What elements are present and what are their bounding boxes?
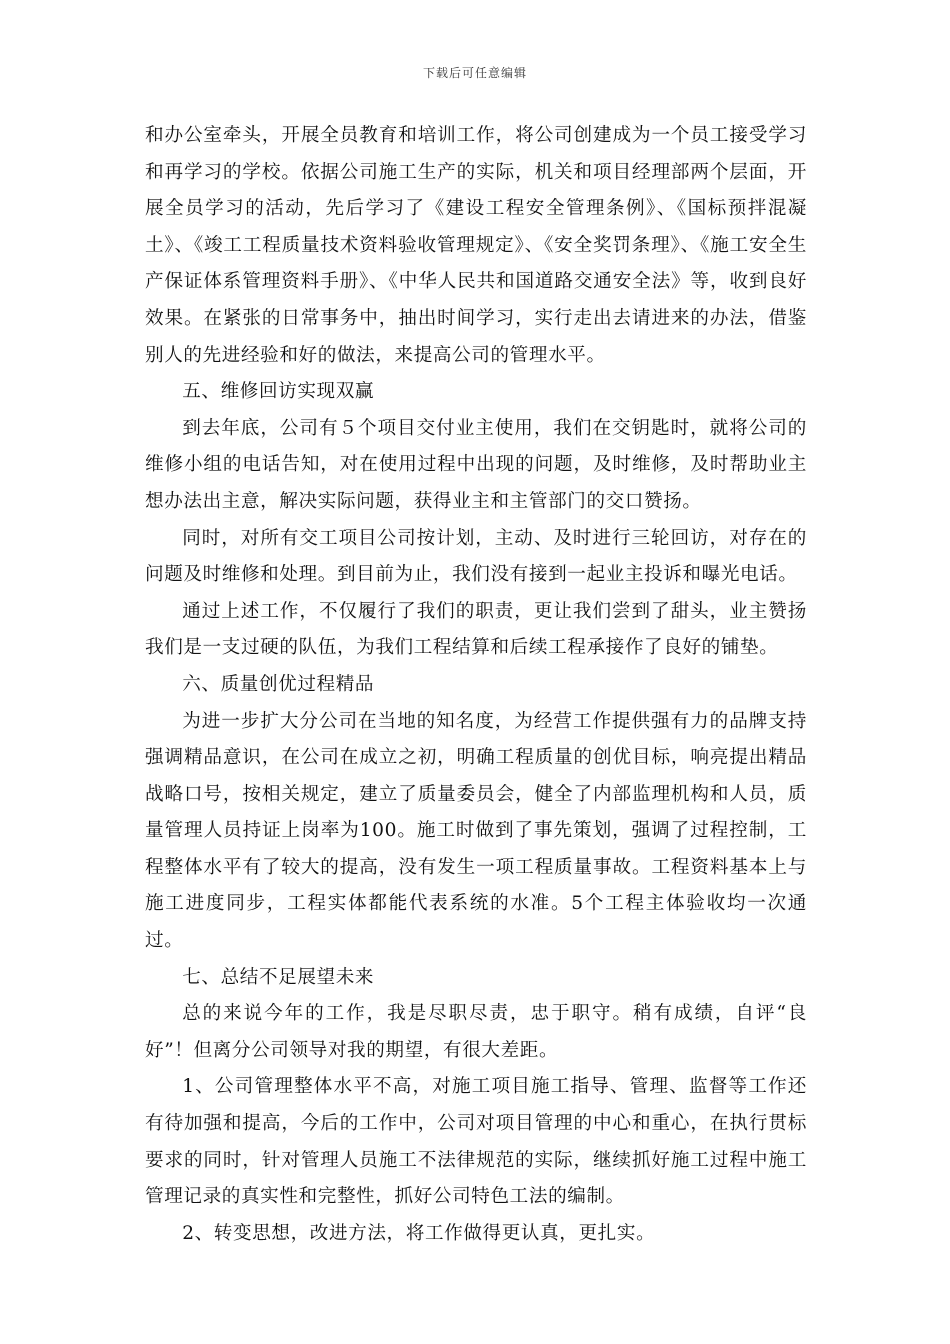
section-heading-5: 五、维修回访实现双赢 — [182, 381, 375, 403]
paragraph-summary: 总的来说今年的工作，我是尽职尽责，忠于职守。稍有成绩，自评“良好”！但离分公司领导对我的期望，有很大差距。 — [145, 1003, 807, 1061]
document-body — [145, 118, 807, 1252]
paragraph-quality: 为进一步扩大分公司在当地的知名度，为经营工作提供强有力的品牌支持强调精品意识，在公司在成立之初，明确工程质量的创优目标，响亮提出精品战略口号，按相关规定，建立了质量委员会，健全了内部监理机构和人员，质量管理人员持证上岗率为100。施工时做到了事先策划，强调了过程控制，工程整体水平有了较大的提高，没有发生一项工程质量事故。工程资料基本上与施工进度同步，工程实体都能代表系统的水准。5个工程主体验收均一次通过。 — [145, 710, 807, 952]
page-header: 下载后可任意编辑 — [422, 66, 527, 80]
paragraph-point-2: 2、转变思想，改进方法，将工作做得更认真，更扎实。 — [182, 1222, 656, 1244]
paragraph-maintenance: 到去年底，公司有５个项目交付业主使用，我们在交钥匙时，就将公司的维修小组的电话告知，对在使用过程中出现的问题，及时维修，及时帮助业主想办法出主意，解决实际问题，获得业主和主管部门的交口赞扬。 — [145, 417, 807, 512]
paragraph-results: 通过上述工作，不仅履行了我们的职责，更让我们尝到了甜头，业主赞扬我们是一支过硬的队伍，为我们工程结算和后续工程承接作了良好的铺垫。 — [145, 600, 807, 659]
section-heading-7: 七、总结不足展望未来 — [182, 966, 375, 988]
paragraph-revisit: 同时，对所有交工项目公司按计划，主动、及时进行三轮回访，对存在的问题及时维修和处理。到目前为止，我们没有接到一起业主投诉和曝光电话。 — [145, 527, 807, 586]
paragraph-intro: 和办公室牵头，开展全员教育和培训工作，将公司创建成为一个员工接受学习和再学习的学校。依据公司施工生产的实际，机关和项目经理部两个层面，开展全员学习的活动，先后学习了《建设工程安全管理条例》、《国标预拌混凝土》、《竣工工程质量技术资料验收管理规定》、《安全奖罚条理》、《施工安全生产保证体系管理资料手册》、《中华人民共和国道路交通安全法》等，收到良好效果。在紧张的日常事务中，抽出时间学习，实行走出去请进来的办法，借鉴别人的先进经验和好的做法，来提高公司的管理水平。 — [145, 125, 807, 366]
paragraph-point-1: 1、公司管理整体水平不高，对施工项目施工指导、管理、监督等工作还有待加强和提高，今后的工作中，公司对项目管理的中心和重心，在执行贯标要求的同时，针对管理人员施工不法律规范的实际，继续抓好施工过程中施工管理记录的真实性和完整性，抓好公司特色工法的编制。 — [145, 1076, 807, 1208]
section-heading-6: 六、质量创优过程精品 — [182, 673, 375, 695]
